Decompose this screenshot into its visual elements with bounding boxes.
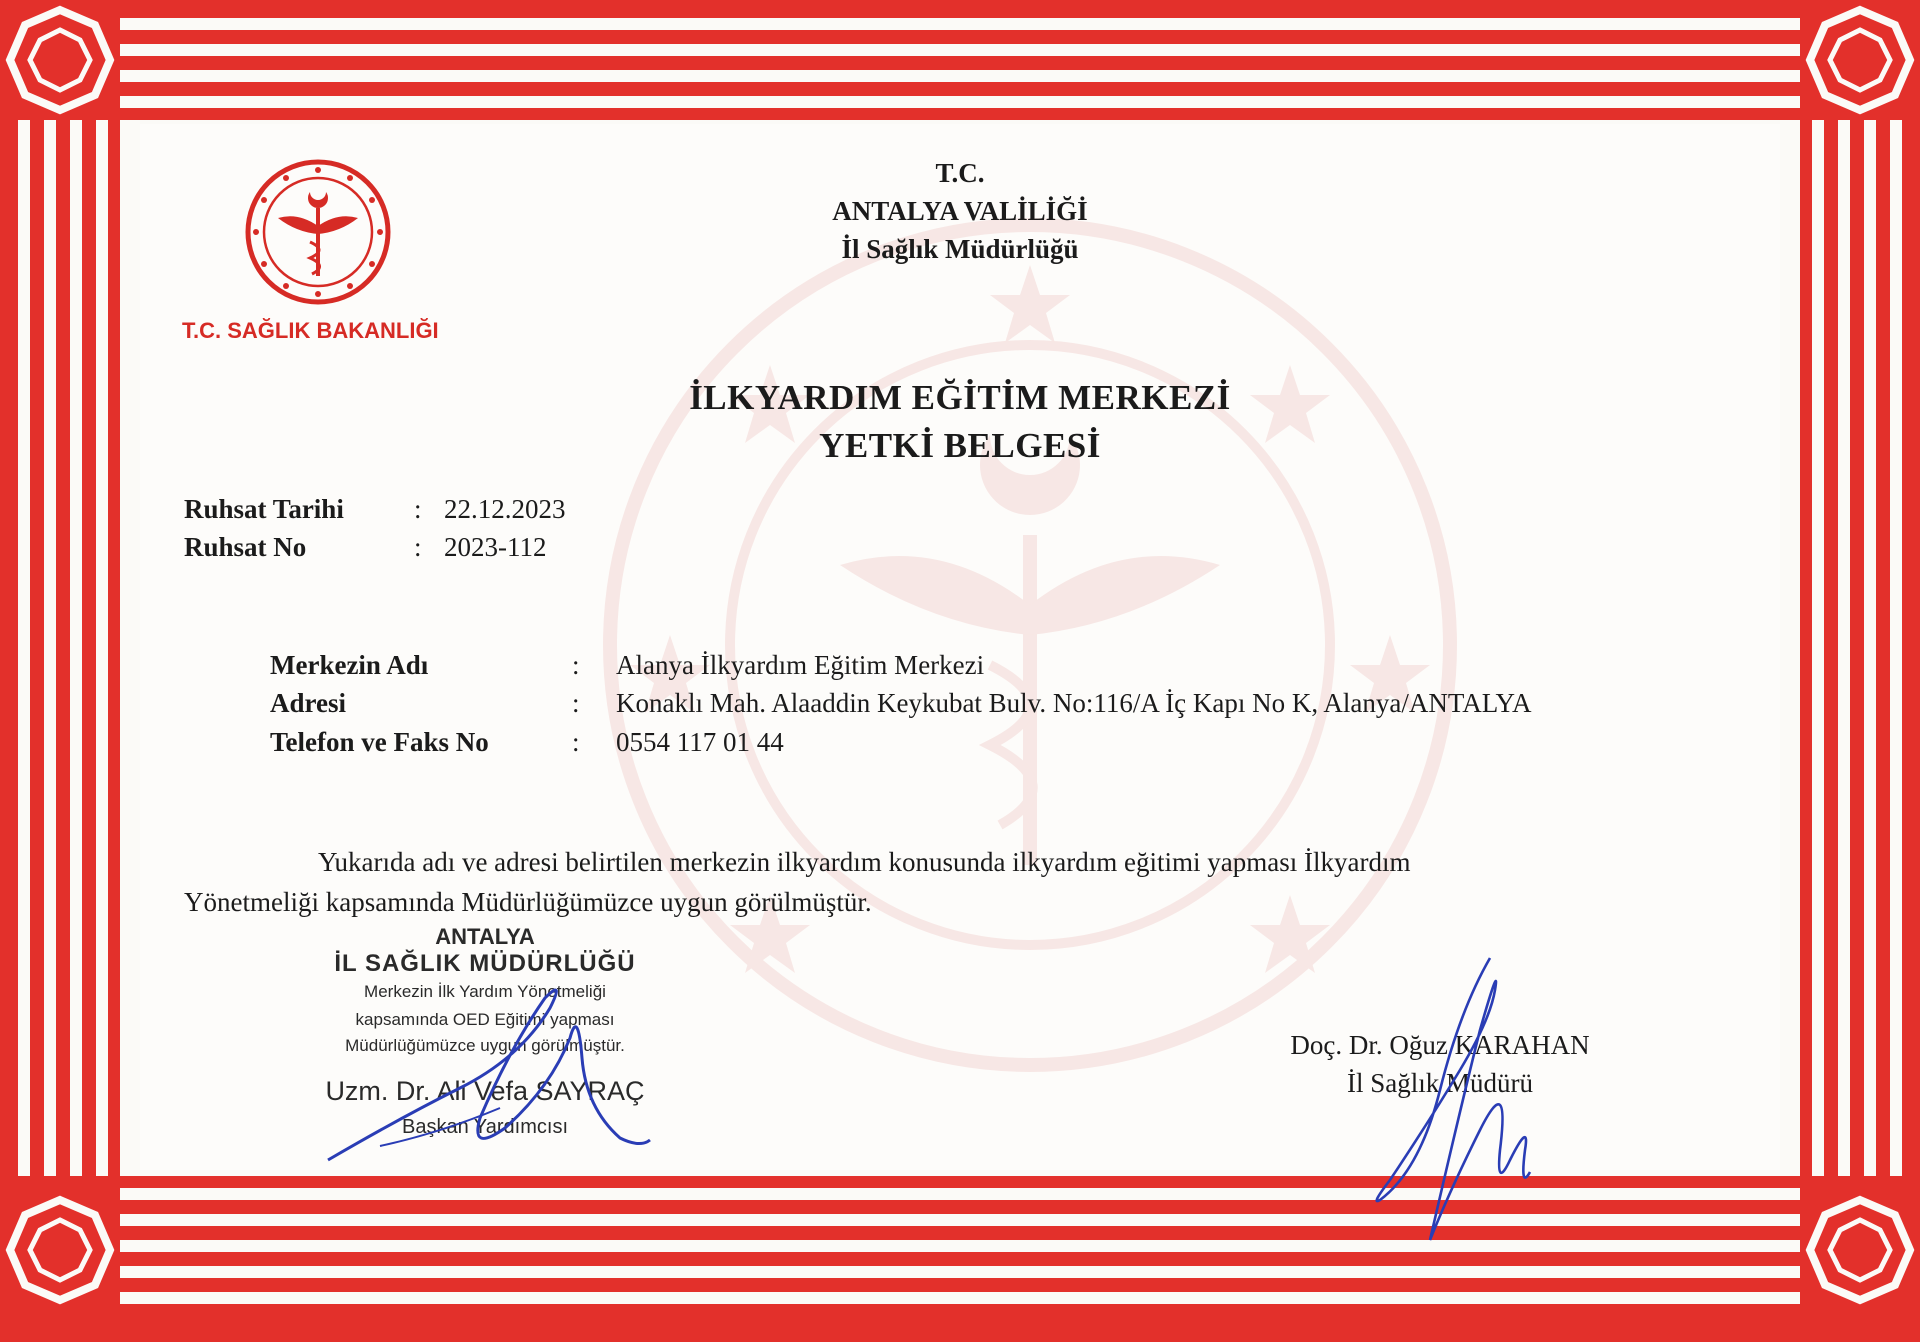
corner-ornament-top-left	[0, 0, 120, 120]
corner-ornament-bottom-right	[1800, 1176, 1920, 1342]
title-line-2: YETKİ BELGESİ	[819, 426, 1101, 465]
watermark-emblem-icon	[590, 205, 1470, 1085]
center-phone-label: Telefon ve Faks No	[270, 727, 489, 757]
center-name-label: Merkezin Adı	[270, 650, 429, 680]
center-phone-colon: :	[572, 727, 580, 757]
center-address-value: Konaklı Mah. Alaaddin Keykubat Bulv. No:116/A İç Kapı No K, Alanya/ANTALYA	[616, 688, 1532, 718]
director-title: İl Sağlık Müdürü	[1347, 1068, 1533, 1098]
stamp-line-3: Merkezin İlk Yardım Yönetmeliği	[364, 982, 606, 1001]
header-governorship: ANTALYA VALİLİĞİ	[832, 196, 1088, 226]
center-address-colon: :	[572, 688, 580, 718]
license-no-label: Ruhsat No	[184, 532, 307, 562]
director-name: Doç. Dr. Oğuz KARAHAN	[1290, 1030, 1590, 1060]
body-text-line-1: Yukarıda adı ve adresi belirtilen merkezin ilkyardım konusunda ilkyardım eğitimi yapması İlkyardım	[318, 847, 1411, 877]
center-address-label: Adresi	[270, 688, 347, 718]
deputy-signature	[320, 968, 700, 1168]
stamp-line-6: Uzm. Dr. Ali Vefa SAYRAÇ	[325, 1076, 645, 1106]
corner-ornament-bottom-left	[0, 1176, 120, 1342]
title-line-1: İLKYARDIM EĞİTİM MERKEZİ	[689, 378, 1231, 417]
ministry-logo-text: T.C. SAĞLIK BAKANLIĞI	[182, 318, 439, 343]
center-name-colon: :	[572, 650, 580, 680]
license-no-colon: :	[414, 532, 422, 562]
stamp-line-7: Başkan Yardımcısı	[402, 1116, 568, 1138]
center-phone-value: 0554 117 01 44	[616, 727, 784, 757]
header-directorate: İl Sağlık Müdürlüğü	[841, 234, 1079, 264]
stamp-line-2: İL SAĞLIK MÜDÜRLÜĞÜ	[334, 950, 636, 977]
license-date-label: Ruhsat Tarihi	[184, 494, 344, 524]
license-date-colon: :	[414, 494, 422, 524]
license-date-value: 22.12.2023	[444, 494, 566, 524]
corner-ornament-top-right	[1800, 0, 1920, 120]
stamp-line-1: ANTALYA	[435, 924, 535, 949]
header-tc: T.C.	[935, 158, 985, 188]
license-no-value: 2023-112	[444, 532, 547, 562]
body-text-line-2: Yönetmeliği kapsamında Müdürlüğümüzce uygun görülmüştür.	[184, 887, 872, 917]
caduceus-emblem-icon	[232, 158, 404, 306]
center-name-value: Alanya İlkyardım Eğitim Merkezi	[616, 650, 985, 680]
director-signature	[1360, 950, 1560, 1250]
stamp-line-4: kapsamında OED Eğitimi yapması	[355, 1010, 615, 1029]
stamp-line-5: Müdürlüğümüzce uygun görülmüştür.	[345, 1036, 625, 1055]
